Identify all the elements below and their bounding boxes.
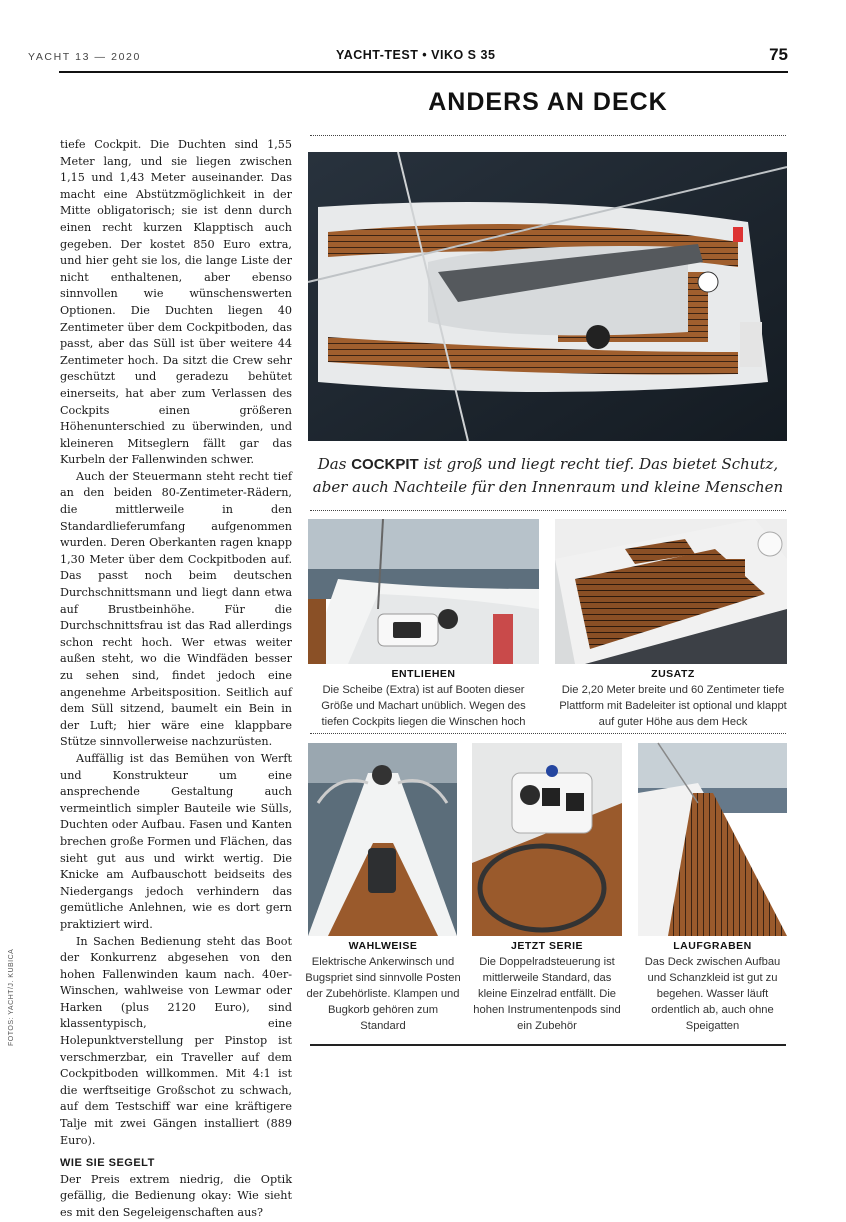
subhead-paragraph: Der Preis extrem niedrig, die Optik gefällig, die Bedienung okay: Wie sieht es mit den Segeleigenschaften aus? <box>60 1172 292 1219</box>
main-photo-caption <box>310 453 786 499</box>
subhead: WIE SIE SEGELT <box>60 1157 155 1170</box>
caption-text: Das Deck zwischen Aufbau und Schanzkleid ist gut zu begehen. Wasser läuft ordentlich ab, auch ohne Speigatten <box>644 956 781 1032</box>
caption-dotted-rule <box>310 510 786 511</box>
row-dotted-rule <box>310 733 786 734</box>
photo-swim-platform <box>555 519 787 664</box>
page-number: 75 <box>769 45 788 64</box>
body-paragraph-4: In Sachen Bedienung steht das Boot der Konkurrenz abgesehen von den hohen Fallenwinden kaum nach. 40er-Winschen, wahlweise von Lewmar oder Harken (plus 2120 Euro), sind klassentypisch, eine Holepunktverstellung per Pinstop ist verschmerzbar, ein Traveller auf dem Cockpitboden willkommen. Mit 4:1 ist die werftseitige Großschot zu schwach, auf dem Testschiff war eine kräftigere Talje mit zwei Gängen installiert (889 Euro). <box>60 934 292 1147</box>
caption-laufgraben <box>636 938 789 1034</box>
photo-anchor-windlass <box>308 743 457 936</box>
title-dotted-rule <box>310 135 786 136</box>
photo-side-deck <box>638 743 787 936</box>
photo-twin-wheels <box>472 743 622 936</box>
running-header-section: YACHT-TEST • VIKO S 35 <box>336 48 496 62</box>
main-caption-before: Das <box>317 455 352 473</box>
caption-jetzt-serie <box>470 938 624 1034</box>
caption-heading: ZUSATZ <box>651 668 695 680</box>
caption-text: Die Scheibe (Extra) ist auf Booten dieser Größe und Machart unüblich. Wegen des tiefen Cockpits liegen die Winschen hoch <box>321 684 526 728</box>
caption-heading: WAHLWEISE <box>348 940 418 952</box>
caption-heading: LAUFGRABEN <box>673 940 752 952</box>
caption-zusatz <box>559 666 787 730</box>
photo-credit: FOTOS: YACHT/J. KUBICA <box>8 948 15 1046</box>
body-paragraph-1: tiefe Cockpit. Die Duchten sind 1,55 Meter lang, und sie liegen zwischen 1,15 und 1,43 Meter auseinander. Das macht eine Abstützmöglichkeit in der Mitte obligatorisch; sie ist denn durch einen recht kurzen Klapptisch auch gegeben. Der kostet 850 Euro extra, und hier geht sie los, die lange Liste der nicht enthaltenen, aber ebenso sinnvollen wie wünschenswerten Optionen. Die Duchten liegen 40 Zentimeter über dem Cockpitboden, das passt, aber das Süll ist über weitere 44 Zentimeter hoch. Da sitzt die Crew sehr geschützt und geradezu behütet einerseits, hat aber zum Verlassen des Cockpits einen größeren Höhenunterschied zu überwinden, und kleineren Mitseglern fällt gar das Kurbeln der Fallenwinden schwer. <box>60 138 292 467</box>
caption-wahlweise <box>305 938 461 1034</box>
header-rule <box>59 71 788 73</box>
body-paragraph-3: Auffällig ist das Bemühen von Werft und Konstrukteur um eine ansprechende Gestaltung auch vermeintlich simpler Bauteile wie Sülls, Duchten oder Aufbau. Fasen und Kanten brechen große Formen und Flächen, das sieht gut aus und wirkt wertig. Die Knicke am Aufbauschott beidseits des Niedergangs jedoch verhindern das gemütliche Anlehnen, wie es dort gern praktiziert wird. <box>60 751 292 931</box>
main-caption-after: ist groß und liegt recht tief. Das bietet Schutz, aber auch Nachteile für den Innenraum und kleine Menschen <box>312 455 784 496</box>
running-header-issue: YACHT 13 — 2020 <box>28 51 141 63</box>
bottom-rule <box>310 1044 786 1046</box>
section-title: ANDERS AN DECK <box>428 88 668 116</box>
main-caption-keyword: COCKPIT <box>351 456 419 473</box>
caption-text: Die 2,20 Meter breite und 60 Zentimeter tiefe Plattform mit Badeleiter ist optional und klappt auf guter Höhe aus dem Heck <box>559 684 787 728</box>
article-body <box>60 137 292 1222</box>
caption-heading: JETZT SERIE <box>510 940 583 952</box>
caption-entliehen <box>312 666 535 730</box>
body-paragraph-2: Auch der Steuermann steht recht tief an den beiden 80-Zentimeter-Rädern, die mittlerweile in den Standardlieferumfang aufgenommen wurden. Deren Oberkanten ragen knapp 1,30 Meter über dem Cockpitboden auf. Das passt noch beim deutschen Durchschnittsmann und liegt dann etwa auf Brustbeinhöhe. Für die Durchschnittsfrau ist das Rad allerdings schon recht hoch. Wer etwas weiter außen steht, wo die Windfäden besser zu sehen sind, findet jedoch eine angenehme Arbeitsposition. Seitlich auf dem Süll sitzend, baumelt ein Bein in der Luft; hier wäre eine klappbare Stütze sinnvollerweise nachzurüsten. <box>60 469 292 749</box>
main-photo-cockpit-aerial <box>308 152 787 441</box>
caption-text: Die Doppelradsteuerung ist mittlerweile Standard, das kleine Einzelrad entfällt. Die hohen Instrumentenpods sind ein Zubehör <box>473 956 621 1032</box>
caption-heading: ENTLIEHEN <box>391 668 456 680</box>
caption-text: Elektrische Ankerwinsch und Bugspriet sind sinnvolle Posten der Zubehörliste. Klampen und Bugkorb gehören zum Standard <box>305 956 461 1032</box>
photo-windscreen <box>308 519 539 664</box>
